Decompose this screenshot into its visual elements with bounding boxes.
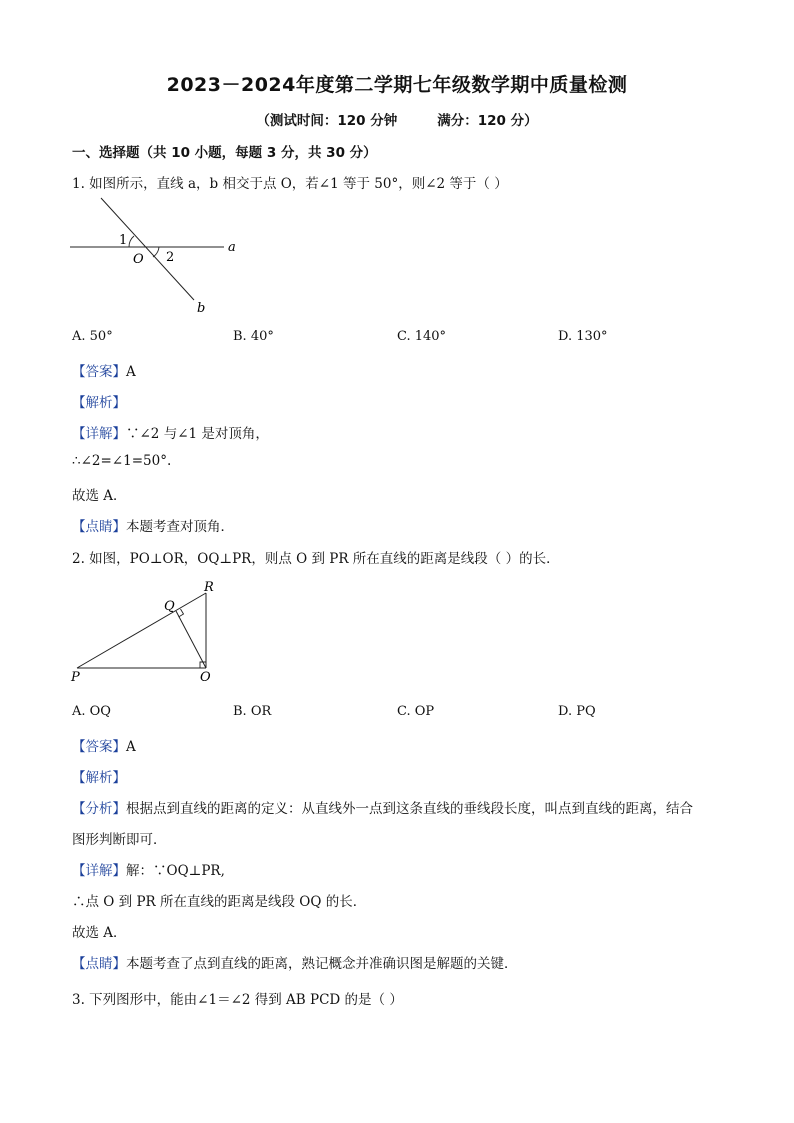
q1-point-o-label: O — [133, 252, 144, 267]
q2-analysis-sub-tag: 【分析】 — [72, 801, 126, 817]
q1-option-b: B. 40° — [233, 329, 274, 344]
q1-answer: A — [126, 364, 136, 380]
q2-analysis-sub-line — [72, 797, 693, 817]
q1-detail2: ∴∠2=∠1=50°. — [72, 453, 172, 469]
q1-answer-line — [72, 360, 136, 380]
q1-option-a: A. 50° — [72, 329, 113, 344]
q2-detail-tag: 【详解】 — [72, 863, 126, 879]
q2-point-q-label: Q — [164, 599, 175, 614]
q2-figure — [66, 576, 226, 688]
q2-analysis1: 根据点到直线的距离的定义：从直线外一点到这条直线的垂线段长度，叫点到直线的距离，结合 — [126, 801, 693, 817]
q1-detail1: ∵∠2 与∠1 是对顶角， — [126, 426, 269, 442]
q2-detail1: 解：∵OQ⊥PR, — [126, 863, 225, 879]
q1-detail-tag: 【详解】 — [72, 426, 126, 442]
q2-choice: 故选 A． — [72, 925, 127, 941]
q1-analysis-line — [72, 391, 126, 411]
q1-figure — [66, 194, 256, 319]
q1-option-c: C. 140° — [397, 329, 447, 344]
q2-comment-line — [72, 952, 518, 972]
q2-analysis-line — [72, 766, 126, 786]
q2-answer-line — [72, 735, 136, 755]
q1-line-b-label: b — [197, 301, 206, 316]
q1-answer-tag: 【答案】 — [72, 364, 126, 380]
q2-point-r-label: R — [204, 580, 214, 595]
q2-detail-line — [72, 859, 225, 879]
q1-comment-tag: 【点睛】 — [72, 519, 126, 535]
q2-detail2: ∴点 O 到 PR 所在直线的距离是线段 OQ 的长． — [72, 894, 367, 910]
q1-analysis-tag: 【解析】 — [72, 395, 126, 411]
q1-detail-line — [72, 422, 269, 442]
q1-angle1-label: 1 — [119, 233, 128, 248]
q2-stem: 2. 如图，PO⊥OR，OQ⊥PR，则点 O 到 PR 所在直线的距离是线段（ ）的长． — [72, 551, 560, 567]
time-label: （测试时间：120 分钟 — [256, 113, 398, 129]
q3-stem: 3. 下列图形中，能由∠1＝∠2 得到 AB PCD 的是（ ） — [72, 992, 403, 1008]
q2-answer: A — [126, 739, 136, 755]
q2-answer-tag: 【答案】 — [72, 739, 126, 755]
q2-comment-tag: 【点睛】 — [72, 956, 126, 972]
q1-angle2-label: 2 — [166, 250, 175, 265]
score-label: 满分：120 分） — [437, 113, 538, 129]
exam-info — [0, 109, 794, 129]
section-heading: 一、选择题（共 10 小题，每题 3 分，共 30 分） — [72, 145, 377, 161]
q1-comment: 本题考查对顶角． — [126, 519, 234, 535]
q2-analysis-tag: 【解析】 — [72, 770, 126, 786]
q1-option-d: D. 130° — [558, 329, 608, 344]
page-title: 2023－2024年度第二学期七年级数学期中质量检测 — [166, 74, 628, 96]
q2-option-b: B. OR — [233, 704, 272, 719]
q2-point-o-label: O — [200, 670, 211, 685]
q1-stem: 1. 如图所示，直线 a，b 相交于点 O，若∠1 等于 50°，则∠2 等于（ ） — [72, 176, 508, 192]
q1-comment-line — [72, 515, 234, 535]
q2-comment: 本题考查了点到直线的距离，熟记概念并准确识图是解题的关键． — [126, 956, 518, 972]
q2-option-a: A. OQ — [72, 704, 111, 719]
q2-analysis2: 图形判断即可． — [72, 832, 167, 848]
q1-line-a-label: a — [228, 240, 236, 255]
q2-point-p-label: P — [71, 670, 80, 685]
q1-choice: 故选 A． — [72, 488, 127, 504]
q2-option-c: C. OP — [397, 704, 435, 719]
q2-option-d: D. PQ — [558, 704, 596, 719]
